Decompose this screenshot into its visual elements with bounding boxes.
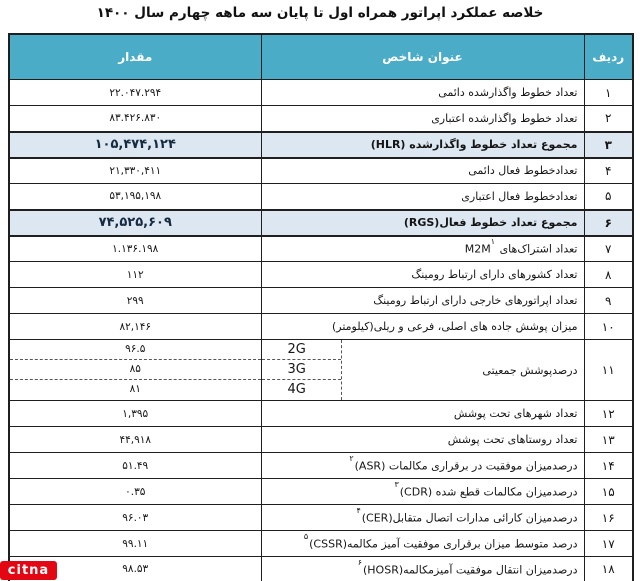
value-cell: ۵۳,۱۹۵,۱۹۸ bbox=[9, 184, 261, 210]
indicator-label: درصدمیزان انتقال موفقیت آمیزمکالمه(HOSR) bbox=[362, 563, 578, 577]
value-cell: ۴۴,۹۱۸ bbox=[9, 427, 261, 453]
footnote-marker: ۲ bbox=[349, 454, 354, 464]
indicator-label: درصد متوسط میزان برقراری موفقیت آمیز مکالمه(CSSR) bbox=[309, 537, 578, 551]
indicator-label: تعداد اشتراک‌های M2M bbox=[464, 243, 578, 257]
coverage-label: درصدپوشش جمعیتی bbox=[482, 363, 578, 377]
indicator-label: تعداد خطوط واگذارشده دائمی bbox=[438, 86, 578, 99]
header-row bbox=[9, 34, 633, 80]
row-number: ۱۷ bbox=[584, 531, 633, 557]
table-row bbox=[9, 427, 633, 453]
page-title: خلاصه عملکرد اپراتور همراه اول تا پایان سه ماهه چهارم سال ۱۴۰۰ bbox=[96, 5, 544, 21]
indicator-label: مجموع تعداد خطوط فعال(RGS) bbox=[403, 216, 578, 229]
header-value: مقدار bbox=[9, 34, 261, 80]
coverage-indicator-cell bbox=[261, 340, 584, 401]
row-number: ۸ bbox=[584, 262, 633, 288]
coverage-tech-label: 4G bbox=[287, 382, 306, 397]
coverage-value: ۸۱ bbox=[129, 383, 141, 395]
value-cell: ۱۱۲ bbox=[9, 262, 261, 288]
table-row bbox=[9, 262, 633, 288]
table-row bbox=[9, 505, 633, 531]
header-indicator: عنوان شاخص bbox=[261, 34, 584, 80]
header-row-number: ردیف bbox=[584, 34, 633, 80]
indicator-cell bbox=[261, 80, 584, 106]
indicator-cell bbox=[261, 184, 584, 210]
indicator-cell bbox=[261, 132, 584, 158]
row-number: ۱۱ bbox=[584, 340, 633, 401]
indicator-cell bbox=[261, 210, 584, 236]
row-number: ۲ bbox=[584, 106, 633, 132]
footnote-marker: ۱ bbox=[490, 237, 496, 247]
table-row bbox=[9, 314, 633, 340]
citna-logo: citna bbox=[0, 561, 57, 580]
value-cell: ۲۲.۰۴۷.۲۹۴ bbox=[9, 80, 261, 106]
indicator-cell bbox=[261, 106, 584, 132]
indicator-cell bbox=[261, 557, 584, 581]
indicator-cell bbox=[261, 505, 584, 531]
row-number: ۱ bbox=[584, 80, 633, 106]
table-row bbox=[9, 557, 633, 581]
indicator-label: تعداد خطوط واگذارشده اعتباری bbox=[431, 111, 578, 125]
row-number: ۷ bbox=[584, 236, 633, 262]
table-row bbox=[9, 288, 633, 314]
footnote-marker: ۵ bbox=[303, 532, 309, 542]
table-row bbox=[9, 184, 633, 210]
coverage-row bbox=[9, 340, 633, 401]
row-number: ۱۴ bbox=[584, 453, 633, 479]
row-number: ۳ bbox=[584, 132, 633, 158]
value-cell: ۹۹.۱۱ bbox=[9, 531, 261, 557]
value-cell: ۱۰۵,۴۷۴,۱۲۴ bbox=[9, 132, 261, 158]
coverage-tech-label: 3G bbox=[262, 360, 341, 380]
value-cell: ۹۸.۵۳ bbox=[9, 557, 261, 581]
indicator-label: مجموع تعداد خطوط واگذارشده (HLR) bbox=[370, 138, 578, 151]
value-cell: ۸۳.۴۲۶.۸۳۰ bbox=[9, 106, 261, 132]
coverage-tech-label: 2G bbox=[262, 340, 341, 360]
coverage-layout bbox=[262, 340, 584, 400]
table-row bbox=[9, 210, 633, 236]
indicator-label: تعدادخطوط فعال اعتباری bbox=[461, 189, 578, 203]
row-number: ۹ bbox=[584, 288, 633, 314]
row-number: ۱۳ bbox=[584, 427, 633, 453]
table-row bbox=[9, 531, 633, 557]
value-cell: ۰.۳۵ bbox=[9, 479, 261, 505]
footnote-marker: ۴ bbox=[356, 506, 361, 516]
footnote-marker: ۳ bbox=[394, 480, 399, 490]
indicator-cell bbox=[261, 236, 584, 262]
row-number: ۴ bbox=[584, 158, 633, 184]
value-cell: ۲۹۹ bbox=[9, 288, 261, 314]
row-number: ۱۶ bbox=[584, 505, 633, 531]
value-cell: ۱,۳۹۵ bbox=[9, 401, 261, 427]
indicator-cell bbox=[261, 453, 584, 479]
indicator-label: تعدادخطوط فعال دائمی bbox=[468, 164, 578, 178]
table-row bbox=[9, 236, 633, 262]
coverage-value: ۸۵ bbox=[10, 360, 261, 380]
indicator-label: درصدمیزان موفقیت در برقراری مکالمات (ASR) bbox=[354, 459, 578, 473]
row-number: ۶ bbox=[584, 210, 633, 236]
indicator-cell bbox=[261, 314, 584, 340]
indicator-label: تعداد شهرهای تحت پوشش bbox=[453, 407, 578, 420]
indicator-cell bbox=[261, 401, 584, 427]
indicator-cell bbox=[261, 262, 584, 288]
value-cell: ۷۴,۵۲۵,۶۰۹ bbox=[9, 210, 261, 236]
row-number: ۱۸ bbox=[584, 557, 633, 581]
table-row bbox=[9, 453, 633, 479]
indicator-label: درصدمیزان کارائی مدارات اتصال متقابل(CER) bbox=[361, 511, 578, 525]
table-row bbox=[9, 80, 633, 106]
coverage-tech-list bbox=[262, 340, 342, 400]
indicator-label: تعداد کشورهای دارای ارتباط رومینگ bbox=[411, 268, 578, 281]
row-number: ۱۲ bbox=[584, 401, 633, 427]
table-body bbox=[9, 80, 633, 581]
value-cell: ۵۱.۴۹ bbox=[9, 453, 261, 479]
value-cell: ۸۲,۱۴۶ bbox=[9, 314, 261, 340]
table-row bbox=[9, 158, 633, 184]
indicator-label: میزان پوشش جاده های اصلی، فرعی و ریلی(کیلومتر) bbox=[331, 320, 578, 333]
indicator-cell bbox=[261, 427, 584, 453]
footnote-marker: ۶ bbox=[357, 557, 362, 567]
indicator-cell bbox=[261, 479, 584, 505]
coverage-value-list bbox=[9, 340, 261, 401]
value-cell: ۹۶.۰۳ bbox=[9, 505, 261, 531]
indicator-cell bbox=[261, 531, 584, 557]
row-number: ۱۰ bbox=[584, 314, 633, 340]
coverage-value: ۹۶.۵ bbox=[10, 340, 261, 360]
indicator-label: درصدمیزان مکالمات قطع شده (CDR) bbox=[399, 485, 578, 499]
performance-table bbox=[8, 33, 634, 581]
table-row bbox=[9, 401, 633, 427]
indicator-label: تعداد اپراتورهای خارجی دارای ارتباط رومینگ bbox=[373, 294, 578, 307]
indicator-label: تعداد روستاهای تحت پوشش bbox=[447, 433, 578, 446]
row-number: ۱۵ bbox=[584, 479, 633, 505]
indicator-cell bbox=[261, 158, 584, 184]
value-cell: ۲۱,۳۳۰,۴۱۱ bbox=[9, 158, 261, 184]
row-number: ۵ bbox=[584, 184, 633, 210]
table-row bbox=[9, 479, 633, 505]
table-row bbox=[9, 106, 633, 132]
value-cell: ۱.۱۳۶.۱۹۸ bbox=[9, 236, 261, 262]
indicator-cell bbox=[261, 288, 584, 314]
table-row bbox=[9, 132, 633, 158]
